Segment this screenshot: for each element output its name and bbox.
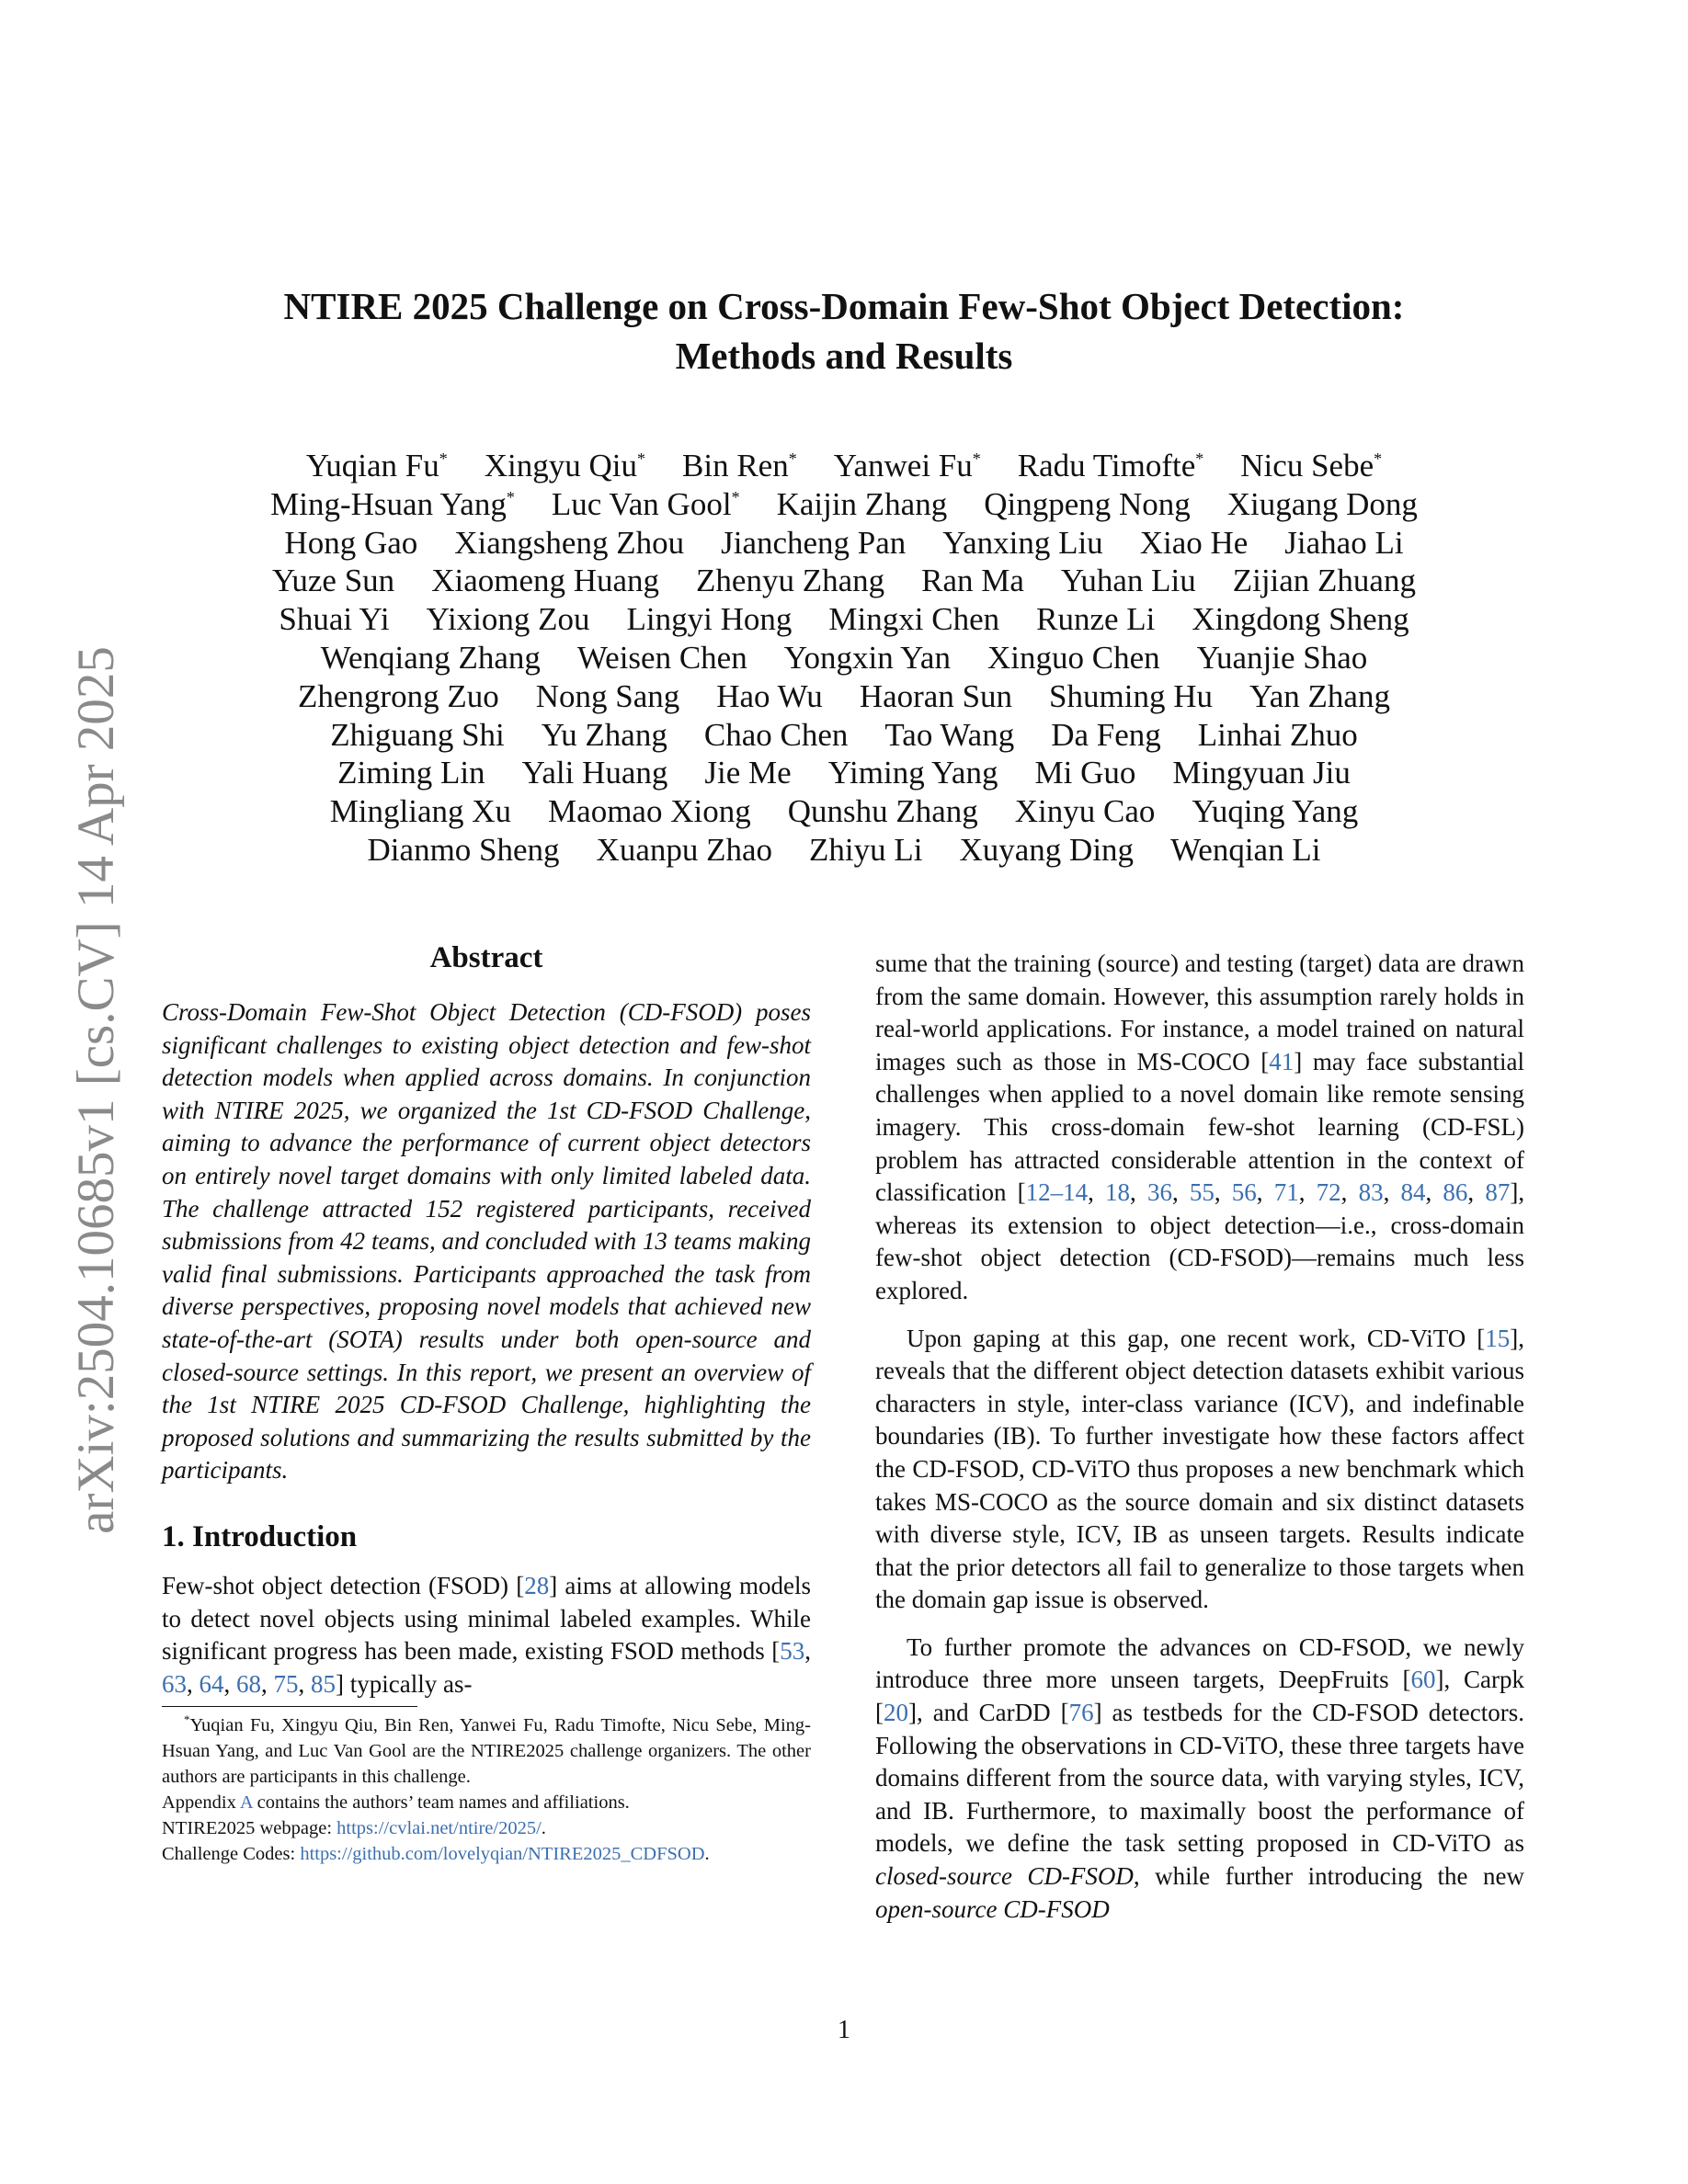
citation-link[interactable]: 75 xyxy=(273,1669,299,1698)
citation-link[interactable]: 55 xyxy=(1189,1178,1215,1207)
author-name: Linhai Zhuo xyxy=(1197,716,1358,753)
author-name: Mingliang Xu xyxy=(329,793,512,830)
author-name: Tao Wang xyxy=(884,716,1015,753)
title-line-2: Methods and Results xyxy=(675,335,1013,377)
author-line xyxy=(184,677,1504,716)
organizer-mark: * xyxy=(506,487,515,506)
citation-link[interactable]: 15 xyxy=(1485,1324,1511,1352)
footnotes xyxy=(162,1712,811,1867)
citation-link[interactable]: 86 xyxy=(1443,1178,1468,1207)
organizer-mark: * xyxy=(788,449,797,468)
author-name: Weisen Chen xyxy=(576,639,747,676)
author-name: Yan Zhang xyxy=(1249,677,1390,714)
author-name: Zhiyu Li xyxy=(809,831,923,868)
author-name: Mingyuan Jiu xyxy=(1172,755,1351,791)
author-name: Yali Huang xyxy=(521,755,668,791)
citation-link[interactable]: 18 xyxy=(1105,1178,1131,1207)
author-line xyxy=(184,639,1504,677)
author-name: Yuhan Liu xyxy=(1060,563,1196,599)
author-name: Haoran Sun xyxy=(859,677,1013,714)
author-name: Shuai Yi xyxy=(279,601,390,638)
abstract-heading: Abstract xyxy=(429,941,543,974)
author-name: Xiao He xyxy=(1139,524,1249,561)
paper-title xyxy=(184,281,1504,381)
author-name: Chao Chen xyxy=(703,716,849,753)
author-name: Runze Li xyxy=(1036,601,1156,638)
author-line xyxy=(184,831,1504,870)
organizer-mark: * xyxy=(1195,449,1204,468)
organizer-mark: * xyxy=(1374,449,1383,468)
intro-paragraph: Few-shot object detection (FSOD) [28] aims at allowing models to detect novel objects using minimal labeled examples. While significant progress has been made, existing FSOD methods [53, 63, 64, 68, 75, 85] typically as- xyxy=(162,1571,811,1698)
citation-link[interactable]: 56 xyxy=(1231,1178,1257,1207)
author-name: Radu Timofte* xyxy=(1017,448,1204,483)
author-name: Jiahao Li xyxy=(1284,524,1404,561)
citation-link[interactable]: 64 xyxy=(199,1669,224,1698)
code-link[interactable]: https://github.com/lovelyqian/NTIRE2025_CDFSOD xyxy=(300,1844,705,1865)
citation-link[interactable]: 20 xyxy=(884,1699,908,1727)
footnote-organizers: *Yuqian Fu, Xingyu Qiu, Bin Ren, Yanwei Fu, Radu Timofte, Nicu Sebe, Ming-Hsuan Yang, and Luc Van Gool are the NTIRE2025 challenge organizers. The other authors are participants in this challenge. xyxy=(162,1712,811,1788)
author-name: Zhengrong Zuo xyxy=(298,677,499,714)
organizer-mark: * xyxy=(637,449,645,468)
author-name: Xiangsheng Zhou xyxy=(454,524,685,561)
author-line xyxy=(184,600,1504,639)
citation-link[interactable]: 87 xyxy=(1485,1178,1511,1207)
author-list xyxy=(184,447,1504,870)
footnote-appendix: Appendix A contains the authors’ team names and affiliations. xyxy=(162,1792,630,1814)
author-line xyxy=(184,754,1504,792)
author-name: Hao Wu xyxy=(716,677,823,714)
author-line xyxy=(184,562,1504,600)
author-name: Luc Van Gool* xyxy=(551,485,740,522)
author-name: Hong Gao xyxy=(284,524,418,561)
citation-link[interactable]: 84 xyxy=(1400,1178,1426,1207)
arxiv-stamp: arXiv:2504.10685v1 [cs.CV] 14 Apr 2025 xyxy=(67,646,125,1534)
author-line xyxy=(184,716,1504,755)
author-name: Nicu Sebe* xyxy=(1240,448,1383,483)
author-name: Bin Ren* xyxy=(682,448,797,483)
author-name: Xinyu Cao xyxy=(1014,793,1156,830)
citation-link[interactable]: 72 xyxy=(1316,1178,1341,1207)
author-name: Ziming Lin xyxy=(337,755,485,791)
right-paragraph-2: Upon gaping at this gap, one recent work, CD-ViTO [15], reveals that the different object detection datasets exhibit various characters in style, inter-class variance (ICV), and indefinable boundaries (IB). To further investigate how these factors affect the CD-FSOD, CD-ViTO thus proposes a new benchmark which takes MS-COCO as the source domain and six distinct datasets with diverse style, ICV, IB as unseen targets. Results indicate that the prior detectors all fail to generalize to those targets when the domain gap issue is observed. xyxy=(875,1324,1524,1614)
author-name: Jie Me xyxy=(704,755,792,791)
organizer-mark: * xyxy=(439,449,448,468)
author-name: Jiancheng Pan xyxy=(721,524,907,561)
author-name: Yiming Yang xyxy=(827,755,998,791)
author-name: Nong Sang xyxy=(535,677,680,714)
footnote-code: Challenge Codes: https://github.com/lovelyqian/NTIRE2025_CDFSOD. xyxy=(162,1844,710,1865)
author-name: Dianmo Sheng xyxy=(367,831,560,868)
appendix-link[interactable]: A xyxy=(239,1792,253,1814)
intro-heading: 1. Introduction xyxy=(162,1519,358,1553)
author-name: Xuyang Ding xyxy=(959,831,1135,868)
author-name: Wenqian Li xyxy=(1170,831,1321,868)
author-name: Yuanjie Shao xyxy=(1196,639,1368,676)
author-name: Kaijin Zhang xyxy=(776,485,948,522)
author-name: Yongxin Yan xyxy=(783,639,951,676)
author-line xyxy=(184,524,1504,563)
author-name: Yanxing Liu xyxy=(942,524,1103,561)
author-name: Da Feng xyxy=(1051,716,1161,753)
author-name: Yuze Sun xyxy=(272,563,395,599)
page-number: 1 xyxy=(838,2016,850,2044)
organizer-mark: * xyxy=(972,449,981,468)
citation-link[interactable]: 83 xyxy=(1358,1178,1384,1207)
citation-link[interactable]: 76 xyxy=(1068,1699,1094,1727)
author-name: Lingyi Hong xyxy=(626,601,793,638)
author-line xyxy=(184,792,1504,831)
author-name: Zhenyu Zhang xyxy=(696,563,885,599)
citation-link[interactable]: 63 xyxy=(162,1669,187,1698)
author-name: Maomao Xiong xyxy=(548,793,751,830)
citation-link[interactable]: 12–14 xyxy=(1025,1178,1089,1207)
citation-link[interactable]: 71 xyxy=(1273,1178,1299,1207)
author-name: Mi Guo xyxy=(1034,755,1136,791)
author-line xyxy=(184,485,1504,524)
author-name: Yuqian Fu* xyxy=(305,448,448,483)
citation-link[interactable]: 36 xyxy=(1146,1178,1172,1207)
citation-link[interactable]: 41 xyxy=(1269,1047,1295,1075)
author-name: Yixiong Zou xyxy=(426,601,590,638)
abstract-text: Cross-Domain Few-Shot Object Detection (CD-FSOD) poses significant challenges to existing object detection and few-shot detection models when applied across domains. In conjunction with NTIRE 2025, we organized the 1st CD-FSOD Challenge, aiming to advance the performance of current object detectors on entirely novel target domains with only limited labeled data. The challenge attracted 152 registered participants, received submissions from 42 teams, and concluded with 13 teams making valid final submissions. Participants approached the task from diverse perspectives, proposing novel models that achieved new state-of-the-art (SOTA) results under both open-source and closed-source settings. In this report, we present an overview of the 1st NTIRE 2025 CD-FSOD Challenge, highlighting the proposed solutions and summarizing the results submitted by the participants. xyxy=(162,998,811,1484)
author-name: Zijian Zhuang xyxy=(1232,563,1416,599)
left-column xyxy=(162,939,811,1867)
author-name: Mingxi Chen xyxy=(828,601,1000,638)
author-name: Xiugang Dong xyxy=(1226,485,1418,522)
citation-link[interactable]: 28 xyxy=(524,1571,550,1599)
citation-link[interactable]: 68 xyxy=(236,1669,261,1698)
right-column xyxy=(875,948,1524,1926)
author-name: Xingyu Qiu* xyxy=(484,448,645,483)
footnote-rule xyxy=(162,1706,417,1707)
author-name: Xuanpu Zhao xyxy=(596,831,773,868)
author-name: Yuqing Yang xyxy=(1192,793,1359,830)
title-line-1: NTIRE 2025 Challenge on Cross-Domain Few-Shot Object Detection: xyxy=(283,285,1405,327)
author-name: Zhiguang Shi xyxy=(330,716,505,753)
right-paragraph-1: sume that the training (source) and testing (target) data are drawn from the same domain. However, this assumption rarely holds in real-world applications. For instance, a model trained on natural images such as those in MS-COCO [41] may face substantial challenges when applied to a novel domain like remote sensing imagery. This cross-domain few-shot learning (CD-FSL) problem has attracted considerable attention in the context of classification [12–14, 18, 36, 55, 56, 71, 72, 83, 84, 86, 87], whereas its extension to object detection—i.e., cross-domain few-shot object detection (CD-FSOD)—remains much less explored. xyxy=(875,950,1525,1304)
author-name: Yanwei Fu* xyxy=(833,448,981,483)
author-name: Xiaomeng Huang xyxy=(431,563,660,599)
author-name: Shuming Hu xyxy=(1049,677,1213,714)
author-name: Wenqiang Zhang xyxy=(320,639,541,676)
author-name: Qingpeng Nong xyxy=(984,485,1191,522)
author-name: Ming-Hsuan Yang* xyxy=(270,485,515,522)
author-line xyxy=(184,447,1504,485)
author-name: Qunshu Zhang xyxy=(787,793,978,830)
author-name: Yu Zhang xyxy=(541,716,667,753)
citation-link[interactable]: 60 xyxy=(1410,1666,1436,1694)
citation-link[interactable]: 85 xyxy=(311,1669,336,1698)
author-name: Ran Ma xyxy=(921,563,1024,599)
footnote-webpage: NTIRE2025 webpage: https://cvlai.net/ntire/2025/. xyxy=(162,1818,546,1839)
right-paragraph-3: To further promote the advances on CD-FSOD, we newly introduce three more unseen targets, DeepFruits [60], Carpk [20], and CarDD [76] as testbeds for the CD-FSOD detectors. Following the observations in CD-ViTO, these three targets have domains different from the source data, with varying styles, ICV, and IB. Furthermore, to maximally boost the performance of models, we define the task setting proposed in CD-ViTO as closed-source CD-FSOD, while further introducing the new open-source CD-FSOD xyxy=(875,1632,1524,1923)
organizer-mark: * xyxy=(731,487,740,506)
author-name: Xinguo Chen xyxy=(987,639,1160,676)
webpage-link[interactable]: https://cvlai.net/ntire/2025/ xyxy=(336,1818,542,1839)
author-name: Xingdong Sheng xyxy=(1192,601,1409,638)
citation-link[interactable]: 53 xyxy=(780,1637,805,1666)
